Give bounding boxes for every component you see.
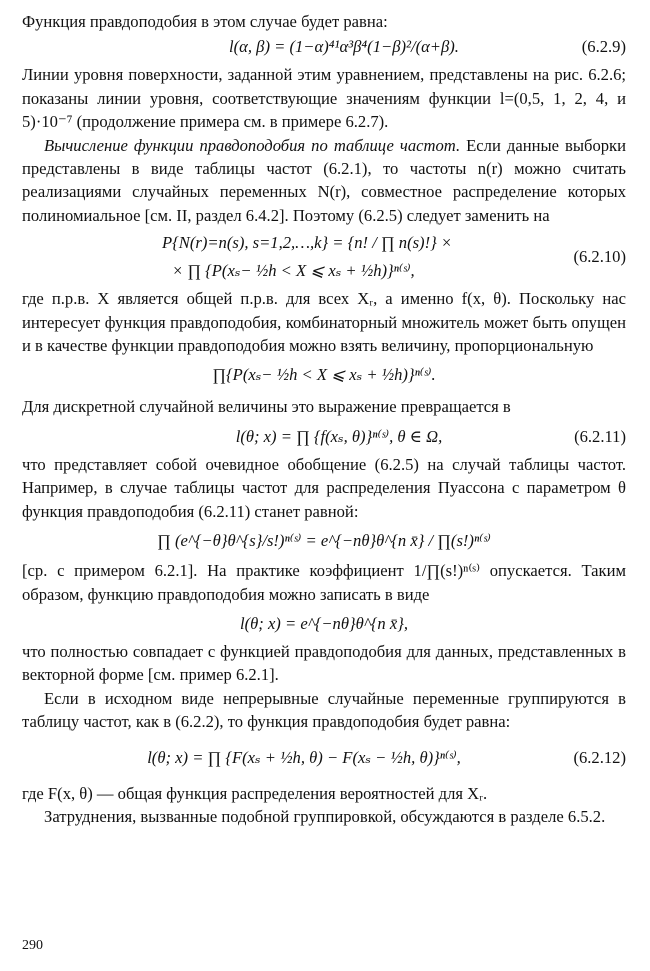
- equation-formula: l(θ; x) = e^{−nθ}θ^{n x̄},: [239, 613, 408, 633]
- paragraph-intro: Функция правдоподобия в этом случае будет равна:: [22, 12, 388, 31]
- paragraph-coefficient: [ср. с примером 6.2.1]. На практике коэффициент 1/∏(s!)ⁿ⁽ˢ⁾ опускается. Таким образом, функцию правдоподобия можно записать в виде: [22, 561, 626, 604]
- equation-line-1: P{N(r)=n(s), s=1,2,…,k} = {n! / ∏ n(s)!} ×: [162, 233, 453, 253]
- paragraph-vector-form: что полностью совпадает с функцией правдоподобия для данных, представленных в векторной форме [см. пример 6.2.1].: [22, 641, 626, 685]
- paragraph-discrete: Для дискретной случайной величины это выражение превращается в: [22, 397, 511, 417]
- paragraph-continuous: Если в исходном виде непрерывные случайные переменные группируются в таблицу частот, как в (6.2.2), то функция правдоподобия будет равна:: [22, 688, 626, 732]
- equation-likelihood: [22, 608, 626, 638]
- page-body: [22, 10, 626, 828]
- equation-formula: l(θ; x) = ∏ {f(xₛ, θ)}ⁿ⁽ˢ⁾, θ ∈ Ω,: [235, 426, 443, 446]
- equation-formula: ∏{P(xₛ− ½h < X ⩽ xₛ + ½h)}ⁿ⁽ˢ⁾.: [212, 365, 436, 385]
- equation-number: (6.2.10): [573, 247, 626, 267]
- paragraph-cdf: где F(x, θ) — общая функция распределения вероятностей для Xᵣ.: [22, 783, 488, 803]
- equation-number: (6.2.11): [574, 426, 626, 446]
- equation-proportional: [22, 359, 626, 389]
- section-title: Вычисление функции правдоподобия по таблице частот.: [44, 135, 461, 155]
- page-number: 290: [22, 938, 43, 953]
- equation-6-2-12: [22, 736, 626, 780]
- paragraph-grouping: Затруднения, вызванные подобной группировкой, обсуждаются в разделе 6.5.2.: [44, 806, 606, 826]
- paragraph-frequency-table: [22, 134, 626, 228]
- equation-6-2-9: [22, 35, 626, 61]
- equation-poisson: [22, 525, 626, 555]
- paragraph-level-lines: Линии уровня поверхности, заданной этим уравнением, представлены на рис. 6.2.6; показаны линии уровня, соответствующие значениям функции l=(0,5, 1, 2, 4, и 5)·10⁻⁷ (продолжение примера см. в примере 6.2.7).: [22, 65, 626, 132]
- paragraph-pdf: где п.р.в. X является общей п.р.в. для всех Xᵣ, а именно f(x, θ). Поскольку нас интересует функция правдоподобия, комбинаторный множитель может быть опущен и в качестве функции правдоподобия можно взять величину, пропорциональную: [22, 289, 626, 356]
- equation-number: (6.2.9): [581, 37, 626, 57]
- equation-formula: l(α, β) = (1−α)⁴¹α³β⁴(1−β)²/(α+β).: [229, 37, 459, 57]
- paragraph-poisson: что представляет собой очевидное обобщение (6.2.5) на случай таблицы частот. Например, в случае таблицы частот для распределения Пуассона с параметром θ функция правдоподобия (6.2.11) станет равной:: [22, 454, 626, 521]
- equation-formula: l(θ; x) = ∏ {F(xₛ + ½h, θ) − F(xₛ − ½h, θ)}ⁿ⁽ˢ⁾,: [147, 747, 461, 767]
- equation-number: (6.2.12): [573, 747, 626, 767]
- equation-6-2-11: [22, 421, 626, 451]
- equation-formula: ∏ (e^{−θ}θ^{s}/s!)ⁿ⁽ˢ⁾ = e^{−nθ}θ^{n x̄} / ∏(s!)ⁿ⁽ˢ⁾: [157, 531, 491, 551]
- paragraph-text: Если данные выборки представлены в виде таблицы частот (6.2.1), то частоты n(r) можно считать реализациями случайных переменных N(r), совместное распределение которых полиномиальное [см. II, раздел 6.4.2]. Поэтому (6.2.5) следует заменить на: [22, 135, 626, 225]
- equation-6-2-10: [22, 229, 626, 285]
- equation-line-2: × ∏ {P(xₛ− ½h < X ⩽ xₛ + ½h)}ⁿ⁽ˢ⁾,: [172, 261, 415, 281]
